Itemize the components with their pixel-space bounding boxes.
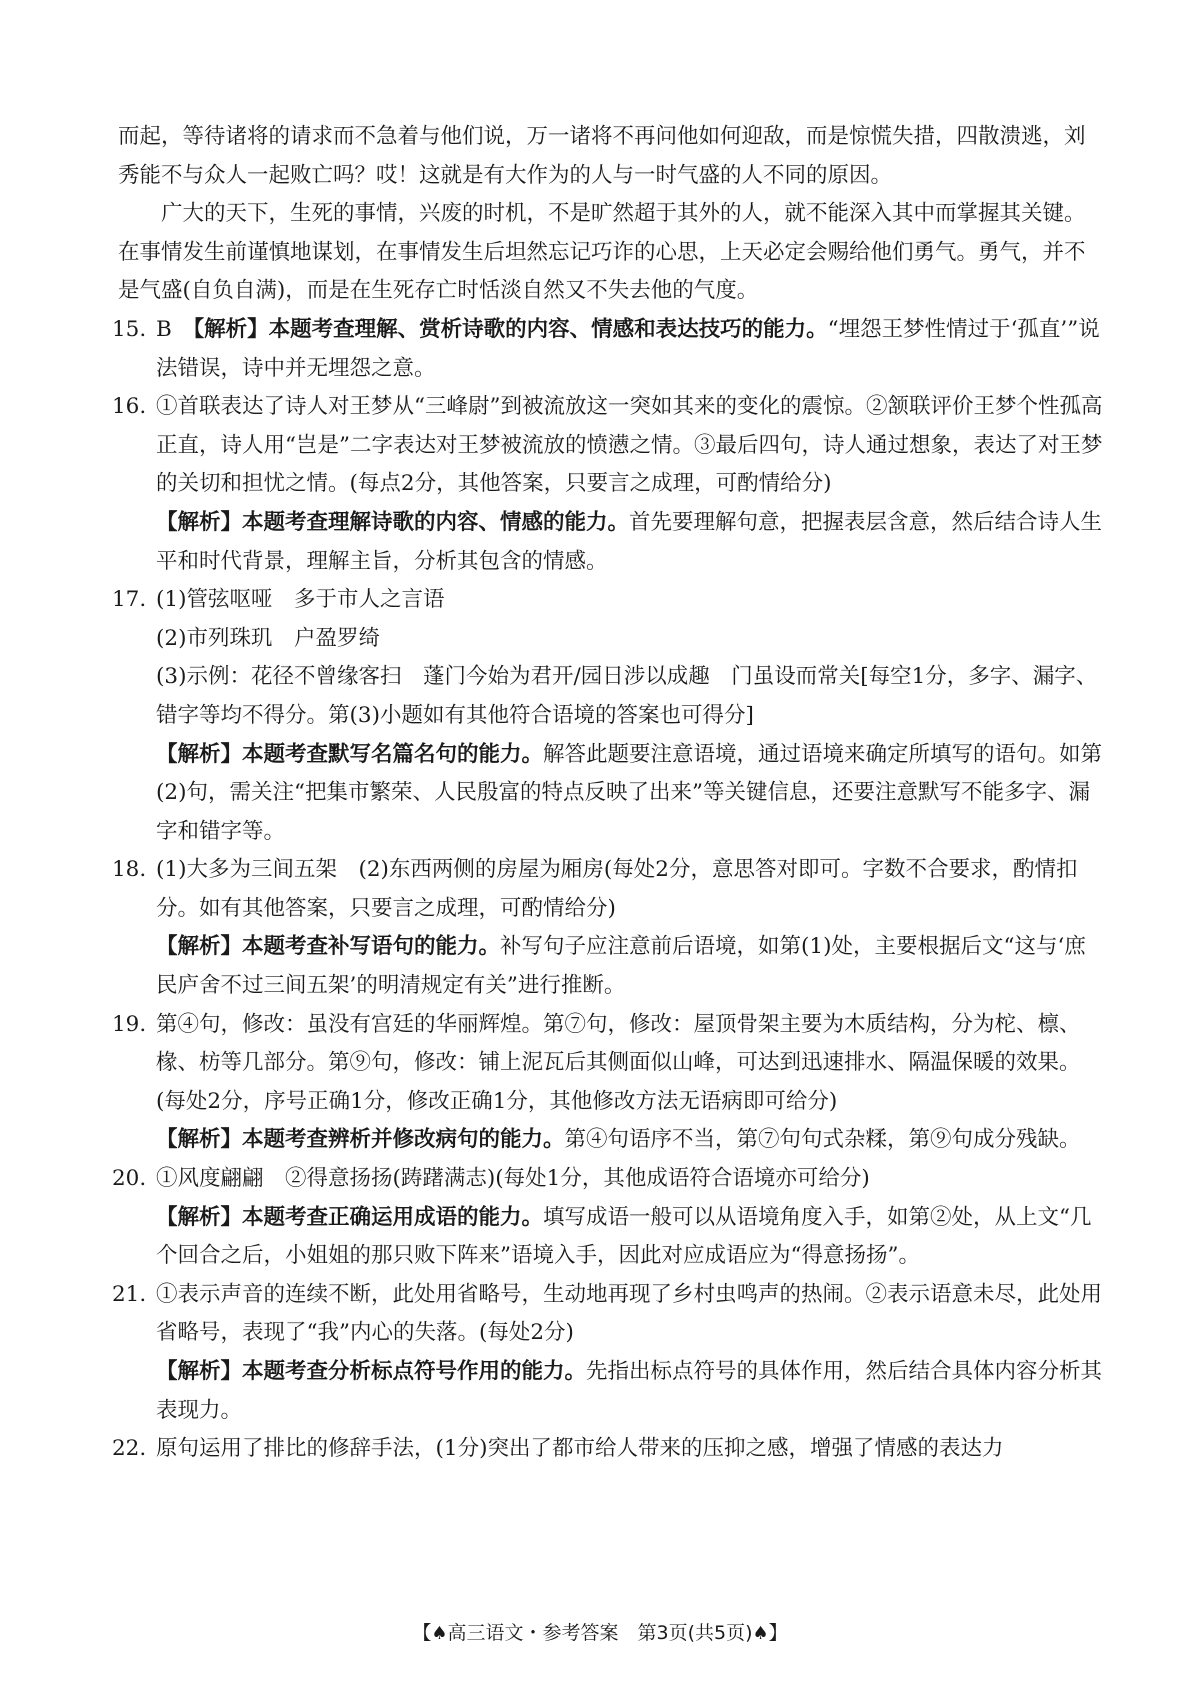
answer-item-21: [112, 1276, 1104, 1430]
analysis-tag: 【解析】: [156, 741, 243, 767]
footer-right-bracket: 】: [768, 1622, 788, 1644]
item-number: 21.: [112, 1281, 147, 1307]
item-analysis: [156, 504, 1104, 581]
answer-item-20: [112, 1160, 1104, 1276]
analysis-tag: 【解析】: [156, 1359, 243, 1384]
item-sub-answer-1: (1)管弦呕哑 多于市人之言语: [156, 587, 445, 613]
item-analysis: [156, 1199, 1104, 1276]
page-footer: [0, 1618, 1200, 1645]
footer-left-bracket: 【: [412, 1622, 432, 1644]
analysis-text: 首先要理解句意，把握表层含意，然后结合诗人生平和时代背景，理解主旨，分析其包含的情感。: [156, 509, 1103, 574]
analysis-bold-text: 本题考查理解诗歌的内容、情感的能力。: [242, 509, 630, 535]
translation-paragraph-2: 广大的天下，生死的事情，兴废的时机，不是旷然超于其外的人，就不能深入其中而掌握其关键。在事情发生前谨慎地谋划，在事情发生后坦然忘记巧诈的心思，上天必定会赐给他们勇气。勇气，并不是气盛(自负自满)，而是在生死存亡时恬淡自然又不失去他的气度。: [118, 201, 1086, 304]
item-answer: ①风度翩翩 ②得意扬扬(踌躇满志)(每处1分，其他成语符合语境亦可给分): [156, 1166, 870, 1192]
item-analysis: [156, 736, 1104, 852]
answer-content: [112, 118, 1104, 1469]
analysis-tag: 【解析】: [156, 509, 243, 535]
analysis-text: 第④句语序不当，第⑦句句式杂糅，第⑨句成分残缺。: [564, 1127, 1081, 1153]
item-number: 16.: [112, 394, 147, 420]
item-analysis: [156, 1121, 1104, 1160]
analysis-text: 填写成语一般可以从语境角度入手，如第②处，从上文“几个回合之后，小姐姐的那只败下阵来”语境入手，因此对应成语应为“得意扬扬”。: [156, 1204, 1092, 1269]
analysis-text: 补写句子应注意前后语境，如第(1)处，主要根据后文“这与‘庶民庐舍不过三间五架’的明清规定有关”进行推断。: [156, 934, 1086, 999]
item-answer: ①首联表达了诗人对王梦从“三峰尉”到被流放这一突如其来的变化的震惊。②颔联评价王梦个性孤高正直，诗人用“岂是”二字表达对王梦被流放的愤懑之情。③最后四句，诗人通过想象，表达了对王梦的关切和担忧之情。(每点2分，其他答案，只要言之成理，可酌情给分): [156, 394, 1103, 497]
item-answer: 第④句，修改：虽没有宫廷的华丽辉煌。第⑦句，修改：屋顶骨架主要为木质结构，分为柁、檩、椽、枋等几部分。第⑨句，修改：铺上泥瓦后其侧面似山峰，可达到迅速排水、隔温保暖的效果。(每处2分，序号正确1分，修改正确1分，其他修改方法无语病即可给分): [156, 1011, 1081, 1114]
item-answer: (1)大多为三间五架 (2)东西两侧的房屋为厢房(每处2分，意思答对即可。字数不合要求，酌情扣分。如有其他答案，只要言之成理，可酌情给分): [156, 857, 1078, 921]
item-analysis: [156, 928, 1104, 1005]
analysis-tag: 【解析】: [156, 934, 243, 960]
footer-text: 高三语文・参考答案 第3页(共5页): [447, 1622, 753, 1644]
item-number: 15.: [112, 316, 147, 342]
analysis-bold-text: 本题考查辨析并修改病句的能力。: [242, 1127, 565, 1153]
spade-icon: ♠: [752, 1623, 769, 1644]
analysis-text: 先指出标点符号的具体作用，然后结合具体内容分析其表现力。: [156, 1359, 1103, 1423]
analysis-bold-text: 本题考查理解、赏析诗歌的内容、情感和表达技巧的能力。: [268, 316, 828, 342]
spade-icon: ♠: [431, 1623, 448, 1644]
analysis-tag: 【解析】: [156, 1127, 243, 1153]
item-sub-answer-3: (3)示例：花径不曾缘客扫 蓬门今始为君开/园日涉以成趣 门虽设而常关[每空1分，多字、漏字、错字等均不得分。第(3)小题如有其他符合语境的答案也可得分]: [156, 664, 1098, 728]
analysis-bold-text: 本题考查正确运用成语的能力。: [242, 1204, 544, 1230]
item-answer: ①表示声音的连续不断，此处用省略号，生动地再现了乡村虫鸣声的热闹。②表示语意未尽，此处用省略号，表现了“我”内心的失落。(每处2分): [156, 1281, 1103, 1346]
analysis-bold-text: 本题考查分析标点符号作用的能力。: [242, 1359, 587, 1384]
analysis-text: “埋怨王梦性情过于‘孤直’”说法错误，诗中并无埋怨之意。: [156, 316, 1100, 381]
item-number: 22.: [112, 1436, 147, 1462]
item-answer: B: [156, 316, 172, 342]
item-number: 20.: [112, 1166, 147, 1192]
item-number: 19.: [112, 1011, 147, 1037]
analysis-bold-text: 本题考查默写名篇名句的能力。: [242, 741, 544, 767]
analysis-tag: 【解析】: [156, 1204, 243, 1230]
analysis-bold-text: 本题考查补写语句的能力。: [242, 934, 501, 960]
item-analysis: [156, 1353, 1104, 1430]
answer-item-18: [112, 851, 1104, 1005]
answer-item-22: [112, 1430, 1104, 1469]
answer-item-17: [112, 581, 1104, 851]
translation-paragraph-1: 而起，等待诸将的请求而不急着与他们说，万一诸将不再问他如何迎敌，而是惊慌失措，四散溃逃，刘秀能不与众人一起败亡吗？哎！这就是有大作为的人与一时气盛的人不同的原因。: [118, 124, 1086, 188]
item-sub-answer-2: (2)市列珠玑 户盈罗绮: [156, 625, 380, 651]
item-answer: 原句运用了排比的修辞手法，(1分)突出了都市给人带来的压抑之感，增强了情感的表达力: [156, 1436, 1004, 1462]
item-number: 17.: [112, 587, 147, 613]
answer-item-19: [112, 1006, 1104, 1160]
analysis-tag: 【解析】: [193, 316, 269, 342]
analysis-text: 解答此题要注意语境，通过语境来确定所填写的语句。如第(2)句，需关注“把集市繁荣、人民殷富的特点反映了出来”等关键信息，还要注意默写不能多字、漏字和错字等。: [156, 741, 1103, 844]
item-number: 18.: [112, 857, 147, 883]
answer-item-15: [112, 311, 1104, 388]
answer-item-16: [112, 388, 1104, 581]
